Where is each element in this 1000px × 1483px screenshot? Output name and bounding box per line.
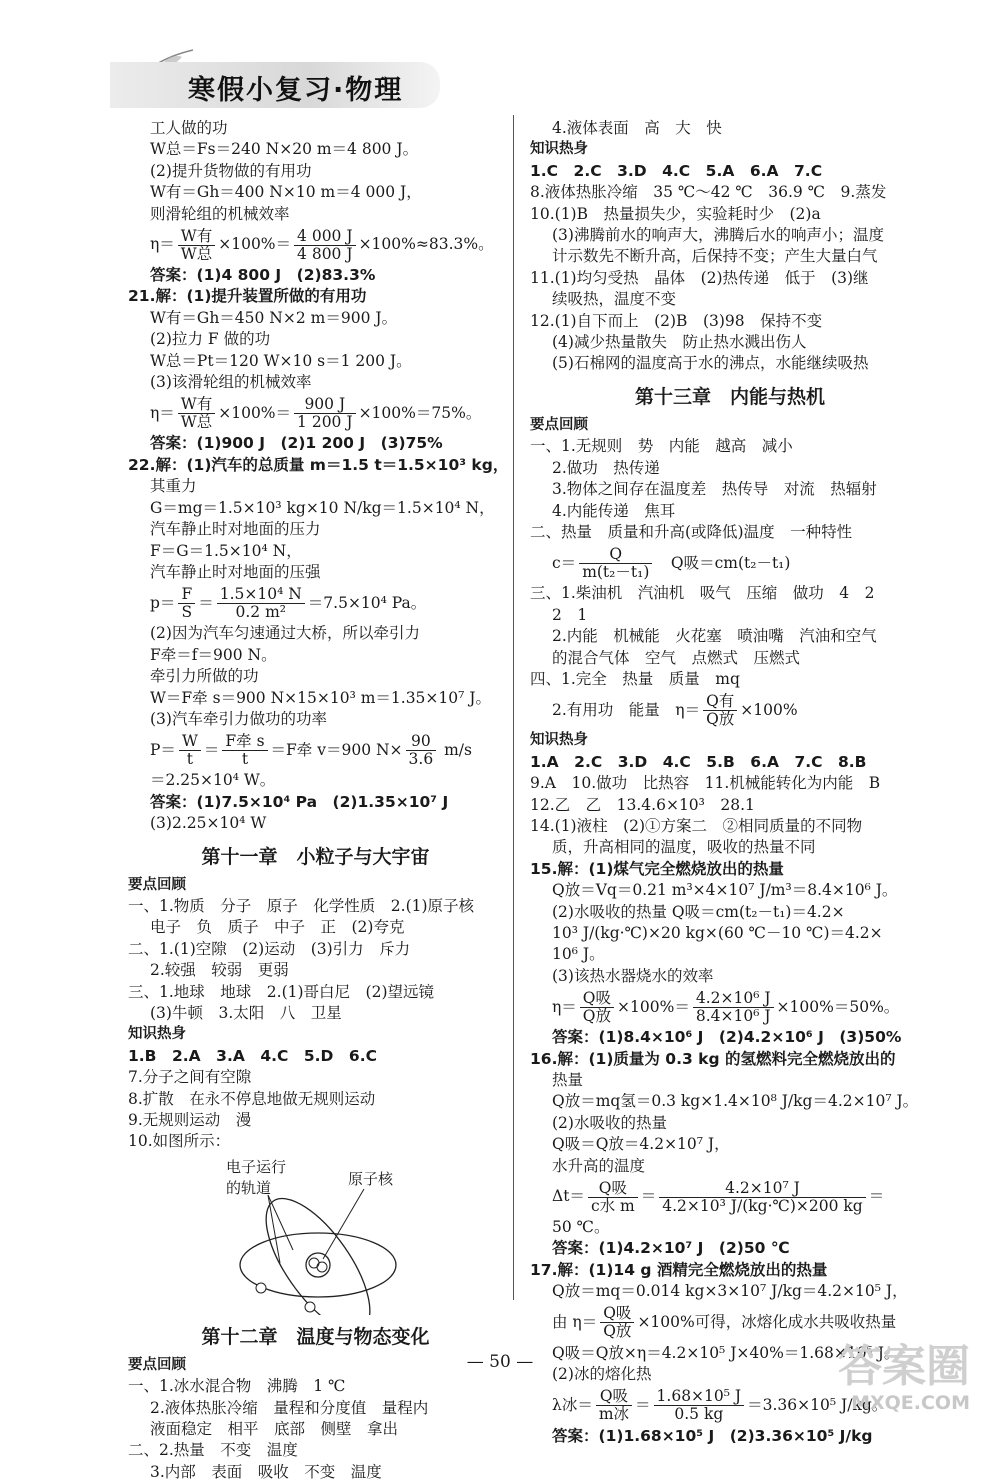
text-line: 一、1.冰水混合物 沸腾 1 ℃: [128, 1377, 346, 1396]
text-line: W＝F牵 s＝900 N×15×10³ m＝1.35×10⁷ J。: [150, 688, 491, 707]
text-line: (4)减少热量散失 防止热水溅出伤人: [552, 333, 807, 352]
chapter-title: 第十一章 小粒子与大宇宙: [201, 845, 430, 868]
text-line: 液面稳定 相平 底部 侧壁 拿出: [150, 1420, 399, 1439]
section-heading: 知识热身: [530, 732, 588, 749]
text-line: (3)牛顿 3.太阳 八 卫星: [150, 1004, 342, 1022]
equation: η＝ $\frac{\text{W有}}{\text{W总}}$ ×100%＝ $\frac{900 J}{1 200 J}$ ×100%＝75%。: [150, 394, 482, 431]
text-line: 续吸热，温度不变: [552, 290, 677, 309]
text-line: 10⁶ J。: [552, 945, 605, 964]
equation: Δt＝ $\frac{\text{Q吸}}{\text{c水 m}}$ ＝ $\frac{\text{4.2×10⁷ J}}{\text{4.2×10³ J/(kg·℃)×200 kg}}$ ＝: [552, 1178, 885, 1215]
equation: p＝ $\frac{F}{S}$ ＝ $\frac{\text{1.5×10⁴ N}}{\text{0.2 m²}}$ ＝7.5×10⁴ Pa。: [150, 584, 427, 621]
eq-text: η＝: [150, 235, 175, 254]
equation: [128, 225, 503, 265]
watermark-url: MXQE.COM: [851, 1392, 970, 1414]
text-line: 牵引力所做的功: [150, 667, 259, 686]
fraction: $\frac{4 000 J}{4 800 J}$: [294, 228, 356, 263]
text-line: (3)该滑轮组的机械效率: [150, 373, 312, 392]
text-line: 8.液体热胀冷缩 35 ℃～42 ℃ 36.9 ℃ 9.蒸发: [530, 183, 887, 202]
problem-heading: 17.解：(1)14 g 酒精完全燃烧放出的热量: [530, 1260, 828, 1279]
text-line: 四、1.完全 热量 质量 mq: [530, 669, 740, 688]
text-line: 其重力: [150, 477, 197, 496]
text-line: 二、2.热量 不变 温度: [128, 1441, 298, 1460]
column-divider: [513, 115, 514, 1300]
text-line: 工人做的功: [150, 119, 228, 137]
answer-line: 答案：(1)7.5×10⁴ Pa (2)1.35×10⁷ J: [150, 792, 449, 811]
text-line: 一、1.无规则 势 内能 越高 减小: [530, 437, 793, 456]
text-line: 的混合气体 空气 点燃式 压燃式: [552, 648, 801, 667]
text-line: (3)汽车牵引力做功的功率: [150, 709, 327, 728]
watermark-logo: 答案圈: [838, 1341, 970, 1392]
equation: c＝ $\frac{Q}{\text{m(t₂－t₁)}}$ Q吸＝cm(t₂－t₁): [552, 544, 791, 581]
text-line: 1.C 2.C 3.D 4.C 5.A 6.A 7.C: [530, 161, 823, 180]
text-line: 热量: [552, 1071, 584, 1090]
text-line: 7.分子之间有空隙: [128, 1068, 252, 1087]
text-line: 3.内部 表面 吸收 不变 温度: [150, 1462, 382, 1481]
problem-heading: 16.解：(1)质量为 0.3 kg 的氢燃料完全燃烧放出的: [530, 1049, 896, 1068]
section-heading: 要点回顾: [530, 416, 588, 433]
text-line: 三、1.柴油机 汽油机 吸气 压缩 做功 4 2: [530, 584, 875, 603]
equation: η＝ $\frac{\text{Q吸}}{\text{Q放}}$ ×100%＝ $\frac{\text{4.2×10⁶ J}}{\text{8.4×10⁶ J}}$ ×100%＝50%。: [552, 988, 900, 1025]
diagram-label: 电子运行: [226, 1157, 287, 1176]
text-line: 汽车静止时对地面的压强: [150, 562, 321, 581]
text-line: 质，升高相同的温度，吸收的热量不同: [552, 838, 816, 857]
equation: 由 η＝ $\frac{\text{Q吸}}{\text{Q放}}$ ×100%可得，冰熔化成水共吸收热量: [552, 1304, 897, 1341]
text-line: 4.内能传递 焦耳: [552, 501, 676, 520]
text-line: F牵＝f＝900 N。: [150, 645, 277, 664]
text-line: 3.物体之间存在温度差 热传导 对流 热辐射: [552, 480, 877, 499]
text-line: (2)冰的熔化热: [552, 1365, 652, 1384]
text-line: Q吸＝Q放×η＝4.2×10⁵ J×40%＝1.68×10⁵ J。: [552, 1343, 900, 1362]
section-heading: 知识热身: [128, 1026, 186, 1043]
text-line: 电子 负 质子 中子 正 (2)夸克: [150, 918, 405, 937]
text-line: (2)水吸收的热量: [552, 1113, 667, 1132]
text-line: 二、1.(1)空隙 (2)运动 (3)引力 斥力: [128, 939, 411, 958]
text-line: Q放＝Vq＝0.21 m³×4×10⁷ J/m³＝8.4×10⁶ J。: [552, 881, 898, 900]
equation: λ冰＝ $\frac{\text{Q吸}}{\text{m冰}}$ ＝ $\frac{\text{1.68×10⁵ J}}{0.5 kg}$ ＝3.36×10⁵ J/kg。: [552, 1387, 888, 1423]
text-line: 1.A 2.C 3.D 4.C 5.B 6.A 7.C 8.B: [530, 752, 867, 771]
text-line: 10³ J/(kg·℃)×20 kg×(60 ℃－10 ℃)＝4.2×: [552, 924, 883, 942]
text-line: 14.(1)液柱 (2)①方案二 ②相同质量的不同物: [530, 816, 863, 835]
text-line: 三、1.地球 地球 2.(1)哥白尼 (2)望远镜: [128, 982, 434, 1001]
text-line: 4.液体表面 高 大 快: [552, 119, 722, 137]
section-heading: 知识热身: [530, 141, 588, 158]
answer-line: 答案：(1)8.4×10⁶ J (2)4.2×10⁶ J (3)50%: [552, 1028, 902, 1047]
answer-line: 答案：(1)900 J (2)1 200 J (3)75%: [150, 434, 443, 453]
text-line: ＝2.25×10⁴ W。: [150, 771, 276, 790]
eq-text: ×100%＝: [218, 235, 292, 254]
text-line: Q吸＝Q放＝4.2×10⁷ J，: [552, 1135, 730, 1154]
text-line: 水升高的温度: [552, 1156, 646, 1175]
eq-text: ×100%≈83.3%。: [358, 235, 494, 254]
answer-line: 答案：(1)1.68×10⁵ J (2)3.36×10⁵ J/kg: [552, 1426, 873, 1445]
text-line: 则滑轮组的机械效率: [150, 204, 290, 223]
text-line: 2 1: [552, 605, 588, 624]
text-line: F＝G＝1.5×10⁴ N，: [150, 541, 302, 560]
text-line: 10.(1)B 热量损失少，实验耗时少 (2)a: [530, 204, 821, 223]
fraction: $\frac{\text{W有}}{\text{W总}}$: [178, 228, 215, 263]
text-line: (3)沸腾前水的响声大，沸腾后水的响声小；温度: [552, 226, 884, 245]
chapter-title: 第十二章 温度与物态变化: [201, 1325, 430, 1348]
right-column: [530, 118, 930, 1447]
text-line: 1.B 2.A 3.A 4.C 5.D 6.C: [128, 1046, 377, 1065]
diagram-label: 原子核: [348, 1169, 394, 1188]
text-line: 2.液体热胀冷缩 量程和分度值 量程内: [150, 1398, 429, 1417]
text-line: 二、热量 质量和升高(或降低)温度 一种特性: [530, 522, 853, 541]
text-line: 12.乙 乙 13.4.6×10³ 28.1: [530, 795, 755, 814]
text-line: 9.无规则运动 漫: [128, 1111, 252, 1130]
text-line: 2.做功 热传递: [552, 458, 660, 477]
text-line: 一、1.物质 分子 原子 化学性质 2.(1)原子核: [128, 896, 475, 915]
equation: 2.有用功 能量 η＝ $\frac{\text{Q有}}{\text{Q放}}$ ×100%: [552, 691, 798, 728]
text-line: (2)拉力 F 做的功: [150, 330, 271, 349]
text-line: 8.扩散 在永不停息地做无规则运动: [128, 1089, 376, 1108]
text-line: 12.(1)自下而上 (2)B (3)98 保持不变: [530, 311, 823, 330]
text-line: W总＝Fs＝240 N×20 m＝4 800 J。: [150, 140, 419, 159]
text-line: (5)石棉网的温度高于水的沸点，水能继续吸热: [552, 354, 869, 373]
text-line: Q放＝mq氢＝0.3 kg×1.4×10⁸ J/kg＝4.2×10⁷ J。: [552, 1092, 919, 1111]
text-line: (3)2.25×10⁴ W: [150, 814, 267, 833]
text-line: (2)水吸收的热量 Q吸＝cm(t₂－t₁)＝4.2×: [552, 902, 845, 921]
answer-line: 答案：(1)4.2×10⁷ J (2)50 ℃: [552, 1239, 790, 1258]
diagram-label: 的轨道: [226, 1178, 272, 1197]
atom-model-icon: [128, 1155, 503, 1315]
page-title: 寒假小复习·物理: [188, 75, 404, 106]
problem-heading: 22.解：(1)汽车的总质量 m＝1.5 t＝1.5×10³ kg，: [128, 455, 509, 474]
left-column: [128, 118, 509, 1483]
text-line: W总＝Pt＝120 W×10 s＝1 200 J。: [150, 351, 412, 370]
answer-line: 答案：(1)4 800 J (2)83.3%: [150, 266, 376, 285]
text-line: 计示数先不断升高，后保持不变；产生大量白气: [552, 247, 878, 266]
text-line: Q放＝mq＝0.014 kg×3×10⁷ J/kg＝4.2×10⁵ J，: [552, 1282, 908, 1301]
text-line: 汽车静止时对地面的压力: [150, 520, 321, 539]
atom-diagram: [128, 1155, 503, 1315]
problem-heading: 21.解：(1)提升装置所做的有用功: [128, 287, 367, 306]
chapter-title: 第十三章 内能与热机: [634, 385, 825, 408]
text-line: (2)提升货物做的有用功: [150, 161, 312, 180]
text-line: W有＝Gh＝450 N×2 m＝900 J。: [150, 308, 398, 327]
equation: P＝ $\frac{W}{t}$ ＝ $\frac{\text{F牵 s}}{t}$ ＝F牵 v＝900 N× $\frac{90}{3.6}$ m/s: [150, 731, 472, 768]
problem-heading: 15.解：(1)煤气完全燃烧放出的热量: [530, 859, 784, 878]
text-line: W有＝Gh＝400 N×10 m＝4 000 J，: [150, 183, 422, 202]
text-line: 2.较强 较弱 更弱: [150, 961, 289, 980]
section-heading: 要点回顾: [128, 1356, 186, 1373]
text-line: 9.A 10.做功 比热容 11.机械能转化为内能 B: [530, 774, 881, 793]
text-line: (2)因为汽车匀速通过大桥，所以牵引力: [150, 624, 420, 643]
text-line: 11.(1)均匀受热 晶体 (2)热传递 低于 (3)继: [530, 268, 869, 287]
text-line: (3)该热水器烧水的效率: [552, 966, 714, 985]
text-line: 2.内能 机械能 火花塞 喷油嘴 汽油和空气: [552, 627, 877, 646]
page-number: — 50 —: [466, 1352, 534, 1372]
text-line: 50 ℃。: [552, 1218, 610, 1237]
text-line: 10.如图所示：: [128, 1132, 231, 1151]
text-line: G＝mg＝1.5×10³ kg×10 N/kg＝1.5×10⁴ N，: [150, 498, 495, 517]
section-heading: 要点回顾: [128, 876, 186, 893]
